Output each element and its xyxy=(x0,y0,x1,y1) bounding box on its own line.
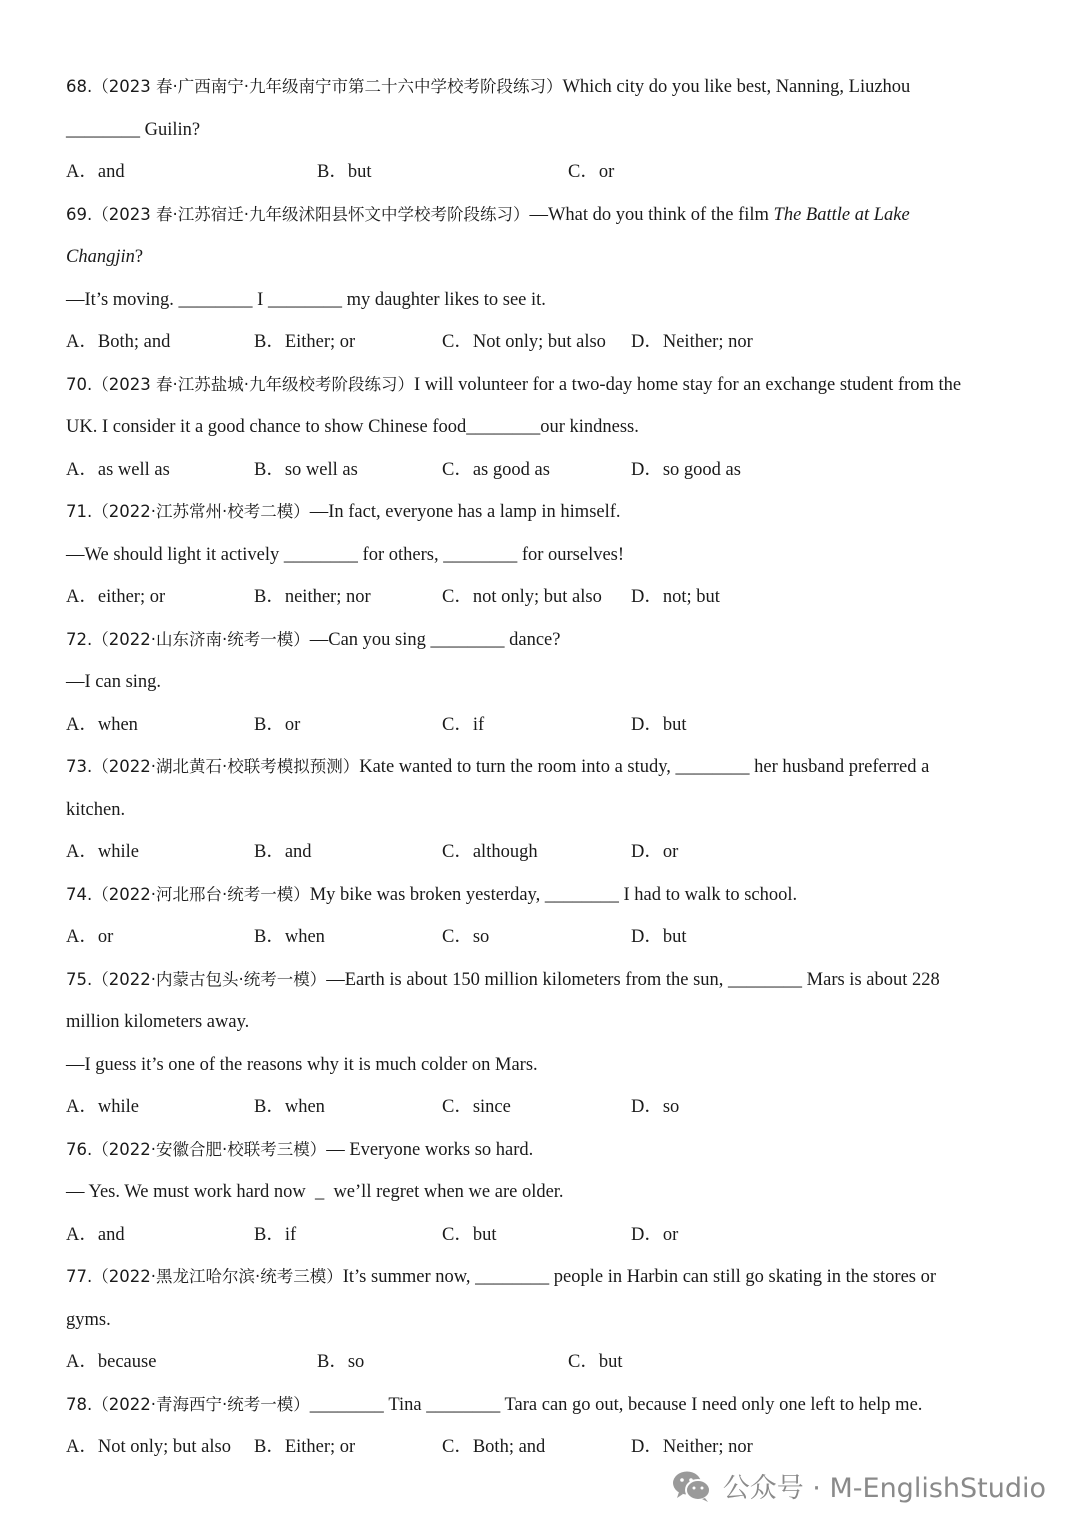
option-a: A．either; or xyxy=(66,587,166,607)
option-c: C．since xyxy=(442,1097,511,1117)
question-76-source: 76.（2022·安徽合肥·校联考三模） xyxy=(66,1139,327,1159)
question-70-line-2: UK. I consider it a good chance to show Chinese food________our kindness. xyxy=(66,417,639,437)
option-c: C．if xyxy=(442,714,485,735)
option-b: B．and xyxy=(254,842,312,862)
question-72-line-1 xyxy=(66,619,1026,662)
question-69-source: 69.（2023 春·江苏宿迁·九年级沭阳县怀文中学校考阶段练习） xyxy=(66,204,530,224)
question-71-options xyxy=(66,576,1026,619)
question-70-options xyxy=(66,449,1026,492)
film-title-part-1: The Battle at Lake xyxy=(773,204,910,225)
option-c: C．although xyxy=(442,842,538,862)
question-75-line-1 xyxy=(66,959,1026,1002)
option-a: A．while xyxy=(66,842,139,862)
option-d: D．or xyxy=(631,842,679,862)
option-c: C．Not only; but also xyxy=(442,332,606,352)
option-c: C．but xyxy=(568,1352,623,1372)
option-d: D．so xyxy=(631,1097,680,1117)
question-68-options xyxy=(66,151,1026,194)
question-68-source: 68.（2023 春·广西南宁·九年级南宁市第二十六中学校考阶段练习） xyxy=(66,77,563,96)
option-a: A．when xyxy=(66,714,138,735)
option-b: B．if xyxy=(254,1224,297,1245)
option-d: D．Neither; nor xyxy=(631,1437,753,1457)
question-77-options xyxy=(66,1341,1026,1384)
question-68-line-1 xyxy=(66,66,1026,109)
film-title-part-2: Changjin xyxy=(66,247,135,267)
watermark-text: 公众号 · M-EnglishStudio xyxy=(722,1473,1046,1504)
question-78-source: 78.（2022·青海西宁·统考一模） xyxy=(66,1394,310,1414)
question-69-line-3: —It’s moving. ________ I ________ my daughter likes to see it. xyxy=(66,289,546,310)
option-b: B．when xyxy=(254,1097,325,1117)
option-b: B．Either; or xyxy=(254,1437,356,1457)
option-b: B．so well as xyxy=(254,459,358,480)
option-a: A．and xyxy=(66,1224,125,1245)
question-72-line-2: —I can sing. xyxy=(66,672,162,692)
question-78-options xyxy=(66,1426,1026,1469)
question-76-text: — Everyone works so hard. xyxy=(326,1139,534,1160)
question-70-line-1 xyxy=(66,364,1026,407)
option-b: B．neither; nor xyxy=(254,587,371,607)
question-73-line-2: kitchen. xyxy=(66,799,126,820)
question-sheet xyxy=(66,66,1026,1469)
question-75-text: —Earth is about 150 million kilometers from the sun, ________ Mars is about 228 xyxy=(326,969,940,990)
question-74-text: My bike was broken yesterday, ________ I had to walk to school. xyxy=(309,884,798,905)
option-b: B．so xyxy=(317,1352,365,1372)
watermark xyxy=(671,1466,1046,1505)
question-72-source: 72.（2022·山东济南·统考一模） xyxy=(66,629,310,649)
question-78-text: ________ Tina ________ Tara can go out, because I need only one left to help me. xyxy=(309,1394,923,1415)
question-75-line-3: —I guess it’s one of the reasons why it is much colder on Mars. xyxy=(66,1054,538,1075)
question-68-text: Which city do you like best, Nanning, Liuzhou xyxy=(562,77,911,97)
question-76-line-2: — Yes. We must work hard now _ we’ll regret when we are older. xyxy=(66,1182,564,1202)
question-76-line-1 xyxy=(66,1129,1026,1172)
option-c: C．as good as xyxy=(442,459,550,480)
option-a: A．as well as xyxy=(66,459,170,480)
question-69-options xyxy=(66,321,1026,364)
question-72-text: —Can you sing ________ dance? xyxy=(309,629,561,650)
option-d: D．so good as xyxy=(631,459,741,480)
option-c: C．not only; but also xyxy=(442,587,602,607)
question-77-text: It’s summer now, ________ people in Harbin can still go skating in the stores or xyxy=(342,1267,937,1287)
question-75-options xyxy=(66,1086,1026,1129)
option-d: D．but xyxy=(631,714,687,735)
question-77-line-1 xyxy=(66,1256,1026,1299)
question-69-text: —What do you think of the film xyxy=(529,204,774,225)
question-77-line-2: gyms. xyxy=(66,1309,111,1330)
option-b: B．or xyxy=(254,714,301,735)
option-a: A．and xyxy=(66,162,125,182)
question-73-source: 73.（2022·湖北黄石·校联考模拟预测） xyxy=(66,757,360,776)
wechat-icon xyxy=(671,1469,713,1503)
question-mark: ? xyxy=(134,247,144,267)
option-d: D．not; but xyxy=(631,587,720,607)
question-76-options xyxy=(66,1214,1026,1257)
question-68-line-2: ________ Guilin? xyxy=(66,119,201,140)
option-b: B．but xyxy=(317,162,372,182)
question-72-options xyxy=(66,704,1026,747)
option-b: B．Either; or xyxy=(254,332,356,352)
option-d: D．Neither; nor xyxy=(631,332,753,352)
question-75-line-2: million kilometers away. xyxy=(66,1012,250,1032)
option-a: A．because xyxy=(66,1352,157,1372)
option-c: C．but xyxy=(442,1224,497,1245)
question-71-source: 71.（2022·江苏常州·校考二模） xyxy=(66,502,310,521)
option-c: C．Both; and xyxy=(442,1437,546,1457)
option-d: D．or xyxy=(631,1224,679,1245)
question-77-source: 77.（2022·黑龙江哈尔滨·统考三模） xyxy=(66,1267,343,1286)
question-69-line-1 xyxy=(66,194,1026,237)
option-d: D．but xyxy=(631,927,687,947)
option-c: C．or xyxy=(568,162,615,182)
option-c: C．so xyxy=(442,927,490,947)
question-74-source: 74.（2022·河北邢台·统考一模） xyxy=(66,884,310,904)
question-74-options xyxy=(66,916,1026,959)
option-b: B．when xyxy=(254,927,325,947)
question-71-line-1 xyxy=(66,491,1026,534)
question-71-text: —In fact, everyone has a lamp in himself. xyxy=(309,502,621,522)
question-71-line-2: —We should light it actively ________ for others, ________ for ourselves! xyxy=(66,544,625,565)
option-a: A．while xyxy=(66,1097,139,1117)
question-70-source: 70.（2023 春·江苏盐城·九年级校考阶段练习） xyxy=(66,374,414,394)
option-a: A．Not only; but also xyxy=(66,1437,231,1457)
question-70-text: I will volunteer for a two-day home stay for an exchange student from the xyxy=(413,374,962,395)
question-73-line-1 xyxy=(66,746,1026,789)
question-78-line-1 xyxy=(66,1384,1026,1427)
question-75-source: 75.（2022·内蒙古包头·统考一模） xyxy=(66,969,327,989)
option-a: A．or xyxy=(66,927,114,947)
question-73-options xyxy=(66,831,1026,874)
question-69-line-2 xyxy=(66,236,1026,279)
question-73-text: Kate wanted to turn the room into a study, ________ her husband preferred a xyxy=(359,757,930,777)
option-a: A．Both; and xyxy=(66,332,171,352)
question-74-line-1 xyxy=(66,874,1026,917)
